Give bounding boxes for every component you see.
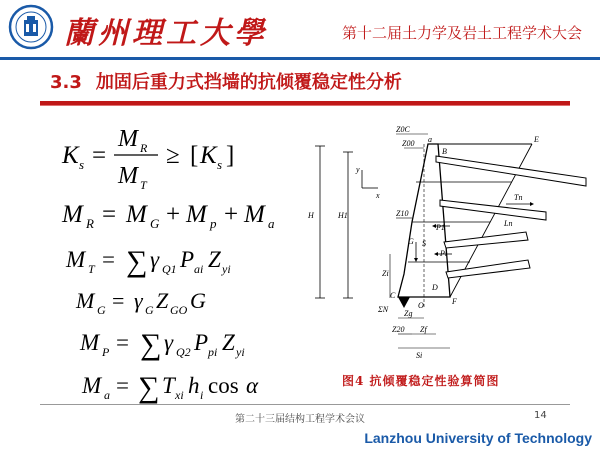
university-name-calligraphy: 蘭州理工大學 (64, 16, 268, 51)
svg-text:M: M (126, 201, 147, 228)
formula-overturning-moment (65, 245, 231, 278)
svg-text:R: R (86, 216, 94, 231)
svg-text:a: a (268, 216, 275, 231)
height-dimensions (315, 146, 353, 298)
label-zi: Zi (382, 269, 389, 278)
formula-gravity-moment (75, 288, 206, 317)
svg-text:G: G (150, 216, 160, 231)
footer-meeting-name: 第二十三届结构工程学术会议 (235, 414, 365, 425)
soil-strip-lines (408, 182, 512, 262)
svg-text:yi: yi (222, 262, 231, 276)
svg-text:G: G (97, 303, 106, 317)
label-sn: ΣN (378, 305, 389, 314)
label-y-axis: y (356, 165, 360, 174)
overturning-stability-diagram (300, 122, 590, 367)
normal-force-arrow-icon (398, 297, 410, 308)
svg-text:Q1: Q1 (162, 262, 177, 276)
svg-text:γ: γ (164, 330, 174, 355)
label-x-axis: x (376, 191, 380, 200)
formula-anchor-moment (81, 371, 259, 404)
axis-icon (362, 170, 378, 188)
label-b: B (442, 147, 447, 156)
label-c: C (390, 291, 396, 300)
svg-text:=: = (116, 373, 129, 398)
label-h: H (308, 211, 314, 220)
svg-text:=: = (102, 201, 117, 228)
svg-text:p: p (210, 216, 217, 231)
svg-text:]: ] (226, 142, 235, 169)
svg-text:s: s (79, 157, 85, 172)
label-pi: Pi (440, 249, 448, 258)
page-number: 14 (534, 410, 547, 421)
svg-text:∑: ∑ (138, 371, 160, 404)
university-logo-icon (8, 4, 54, 50)
svg-text:[: [ (190, 142, 199, 169)
svg-text:∑: ∑ (140, 328, 162, 361)
svg-text:pi: pi (208, 345, 218, 359)
svg-text:i: i (200, 388, 204, 402)
label-e: E (534, 135, 539, 144)
label-o: O (418, 301, 424, 310)
section-heading (50, 68, 402, 94)
svg-text:=: = (112, 288, 125, 313)
svg-text:γ: γ (134, 288, 143, 313)
svg-text:M: M (62, 201, 83, 228)
svg-text:xi: xi (175, 388, 184, 402)
label-z10: Z10 (396, 209, 409, 218)
svg-text:a: a (104, 388, 110, 402)
svg-text:Z: Z (222, 330, 235, 355)
svg-text:≥: ≥ (166, 142, 180, 169)
svg-text:Q2: Q2 (176, 345, 191, 359)
svg-text:s: s (217, 157, 223, 172)
svg-text:=: = (92, 142, 107, 169)
svg-text:R: R (140, 141, 148, 155)
svg-text:M: M (118, 126, 138, 152)
svg-text:K: K (200, 142, 217, 169)
svg-text:yi: yi (236, 345, 245, 359)
svg-text:G: G (145, 303, 154, 317)
section-number: 3.3 (50, 72, 82, 93)
svg-text:∑: ∑ (126, 245, 148, 278)
svg-text:T: T (88, 262, 95, 276)
formula-passive-moment (79, 328, 245, 361)
label-z20: Z20 (392, 325, 405, 334)
svg-text:Z: Z (208, 247, 221, 272)
header-divider (0, 57, 600, 60)
label-p1: P1 (436, 223, 445, 232)
svg-text:P: P (180, 247, 195, 272)
label-z00: Z00 (402, 139, 415, 148)
svg-text:α: α (246, 373, 259, 398)
svg-text:GO: GO (170, 303, 188, 317)
university-name-english: Lanzhou University of Technology (364, 430, 592, 446)
svg-text:M: M (76, 288, 95, 313)
svg-text:γ: γ (150, 247, 160, 272)
conference-title: 第十二届土力学及岩土工程学术大会 (341, 24, 582, 42)
svg-text:ai: ai (194, 262, 204, 276)
anchor-rods (436, 156, 586, 278)
svg-text:M: M (244, 201, 265, 228)
figure-caption: 图4 抗倾覆稳定性验算简图 (342, 374, 500, 388)
svg-text:=: = (102, 247, 115, 272)
label-f: F (452, 297, 457, 306)
slide-header (0, 0, 600, 58)
formula-resisting-moment (61, 201, 275, 231)
label-d: D (432, 283, 438, 292)
svg-text:cos: cos (208, 373, 239, 398)
svg-text:M: M (82, 373, 102, 398)
label-tn: Tn (514, 193, 523, 202)
svg-text:P: P (102, 345, 110, 359)
label-g: G (408, 237, 414, 246)
label-zg: Zg (404, 309, 413, 318)
svg-text:Z: Z (156, 288, 169, 313)
label-z0c: Z0C (396, 125, 410, 134)
svg-text:+: + (224, 201, 239, 228)
label-si: Si (416, 351, 423, 360)
section-underline-thin (40, 105, 570, 106)
label-h1: H1 (338, 211, 348, 220)
formula-block (0, 108, 320, 408)
svg-text:M: M (80, 330, 100, 355)
svg-text:M: M (118, 163, 138, 189)
label-ln: Ln (504, 219, 513, 228)
svg-text:+: + (166, 201, 181, 228)
label-a: a (428, 135, 432, 144)
label-s: S (422, 239, 426, 248)
svg-text:K: K (62, 142, 79, 169)
formula-safety-factor (61, 126, 234, 192)
svg-text:T: T (140, 178, 147, 192)
label-zf: Zf (420, 325, 427, 334)
svg-text:h: h (188, 373, 200, 398)
svg-text:M: M (66, 247, 86, 272)
section-title: 加固后重力式挡墙的抗倾覆稳定性分析 (95, 72, 402, 93)
svg-text:=: = (116, 330, 129, 355)
svg-text:P: P (194, 330, 209, 355)
svg-text:G: G (190, 288, 206, 313)
svg-text:T: T (162, 373, 175, 398)
footer-divider (40, 404, 570, 405)
svg-text:M: M (186, 201, 207, 228)
